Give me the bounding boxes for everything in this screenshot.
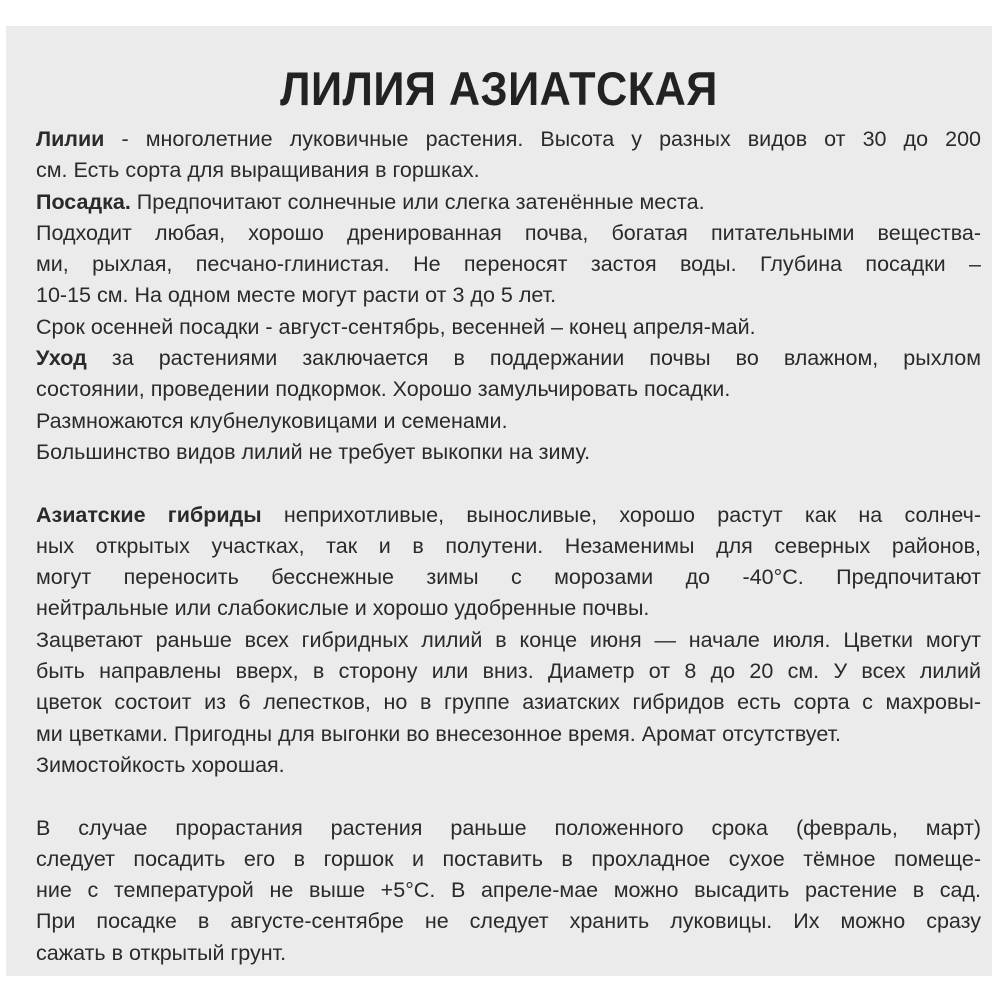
text-line: Срок осенней посадки - август-сентябрь, весенней – конец апреля-май. (36, 314, 756, 339)
text-line (36, 187, 981, 218)
paragraph-early-sprouting (36, 813, 981, 969)
text-line: Зацветают раньше всех гибридных лилий в конце июня — начале июля. Цветки могут (36, 627, 981, 652)
text-line: Большинство видов лилий не требует выкопки на зиму. (36, 439, 591, 464)
paragraph-gap (36, 468, 981, 499)
paragraph-lilies (36, 124, 981, 187)
bold-term: Азиатские гибриды (36, 502, 262, 527)
text-line: могут переносить бесснежные зимы с морозами до -40°С. Предпочитают (36, 565, 981, 590)
text-line: Размножаются клубнелуковицами и семенами. (36, 408, 508, 433)
text-line (36, 124, 981, 155)
page-title: ЛИЛИЯ АЗИАТСКАЯ (280, 62, 718, 115)
paragraph-care (36, 343, 981, 468)
text-line: следует посадить его в горшок и поставить в прохладное сухое тёмное помеще- (36, 846, 981, 871)
text-line: 10-15 см. На одном месте могут расти от 3 до 5 лет. (36, 283, 557, 308)
paragraph-gap (36, 781, 981, 812)
text-line: см. Есть сорта для выращивания в горшках. (36, 158, 480, 183)
text-line (36, 500, 981, 531)
paragraph-planting (36, 187, 981, 343)
bold-term: Уход (36, 346, 87, 371)
text-span: Предпочитают солнечные или слегка затенённые места. (130, 189, 705, 214)
text-line: ми цветками. Пригодны для выгонки во внесезонное время. Аромат отсутствует. (36, 721, 842, 746)
document-page (6, 26, 992, 976)
text-span: - многолетние луковичные растения. Высота у разных видов от 30 до 200 (104, 127, 981, 151)
bold-term: Посадка. (36, 189, 131, 214)
text-line: состоянии, проведении подкормок. Хорошо замульчировать посадки. (36, 377, 731, 402)
text-line: нейтральные или слабокислые и хорошо удобренные почвы. (36, 596, 650, 621)
text-line (36, 343, 981, 374)
text-line: Зимостойкость хорошая. (36, 752, 285, 777)
text-line: быть направлены вверх, в сторону или вниз. Диаметр от 8 до 20 см. У всех лилий (36, 659, 981, 684)
text-span: неприхотливые, выносливые, хорошо растут как на солнеч- (261, 502, 981, 527)
text-line: сажать в открытый грунт. (36, 940, 287, 965)
text-line: ние с температурой не выше +5°С. В апреле-мае можно высадить растение в сад. (36, 878, 981, 903)
document-body (36, 124, 981, 969)
text-span: за растениями заключается в поддержании почвы во влажном, рыхлом (86, 346, 981, 371)
paragraph-asiatic-hybrids (36, 500, 981, 782)
text-line: В случае прорастания растения раньше положенного срока (февраль, март) (36, 815, 981, 840)
bold-term: Лилии (36, 127, 105, 151)
text-line: ми, рыхлая, песчано-глинистая. Не переносят застоя воды. Глубина посадки – (36, 252, 981, 277)
text-line: ных открытых участках, так и в полутени. Незаменимы для северных районов, (36, 533, 981, 558)
text-line: При посадке в августе-сентябре не следует хранить луковицы. Их можно сразу (36, 909, 981, 934)
text-line: цветок состоит из 6 лепестков, но в группе азиатских гибридов есть сорта с махровы- (36, 690, 981, 715)
text-line: Подходит любая, хорошо дренированная почва, богатая питательными вещества- (36, 220, 981, 245)
